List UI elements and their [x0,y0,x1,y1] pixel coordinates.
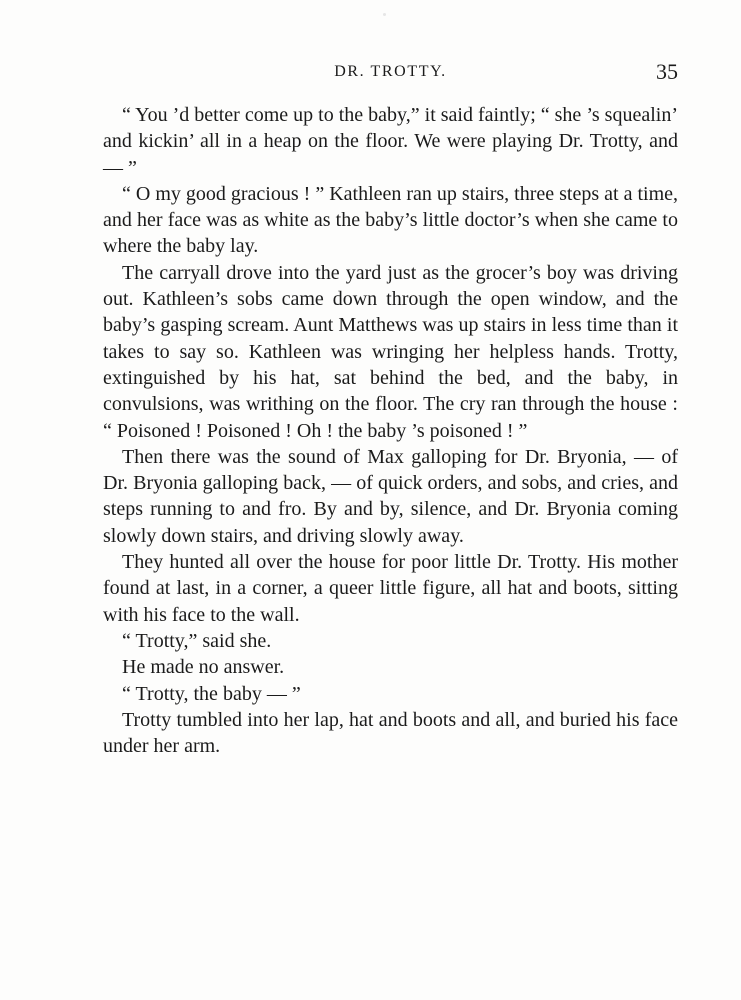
paper-speck [383,13,386,16]
running-head [103,60,678,86]
paragraph: Trotty tumbled into her lap, hat and boots and all, and buried his face under her arm. [103,708,678,758]
body-text [103,102,678,759]
page-number: 35 [656,59,678,84]
running-title: DR. TROTTY. [334,63,447,80]
paragraph: They hunted all over the house for poor little Dr. Trotty. His mother found at last, in a corner, a queer little figure, all hat and boots, sitting with his face to the wall. [103,551,678,626]
paragraph: Then there was the sound of Max galloping for Dr. Bryonia, — of Dr. Bryonia galloping back, — of quick orders, and sobs, and cries, and steps running to and fro. By and by, silence, and Dr. Bryonia coming slowly down stairs, and driving slowly away. [103,445,678,547]
paragraph: “ Trotty, the baby — ” [122,682,301,705]
paragraph: “ You ’d better come up to the baby,” it said faintly; “ she ’s squealin’ and kickin’ all in a heap on the floor. We were playing Dr. Trotty, and — ” [103,104,678,179]
paragraph: He made no answer. [122,656,285,679]
paragraph: “ O my good gracious ! ” Kathleen ran up stairs, three steps at a time, and her face was as white as the baby’s little doctor’s when she came to where the baby lay. [103,182,678,258]
paragraph: “ Trotty,” said she. [122,629,272,652]
paragraph: The carryall drove into the yard just as the grocer’s boy was driving out. Kathleen’s sobs came down through the open window, and the baby’s gasping scream. Aunt Matthews was up stairs in less time than it takes to say so. Kathleen was wringing her helpless hands. Trotty, extinguished by his hat, sat behind the bed, and the baby, in convulsions, was writhing on the floor. The cry ran through the house : “ Poisoned ! Poisoned ! Oh ! the baby ’s poisoned ! ” [103,261,678,442]
